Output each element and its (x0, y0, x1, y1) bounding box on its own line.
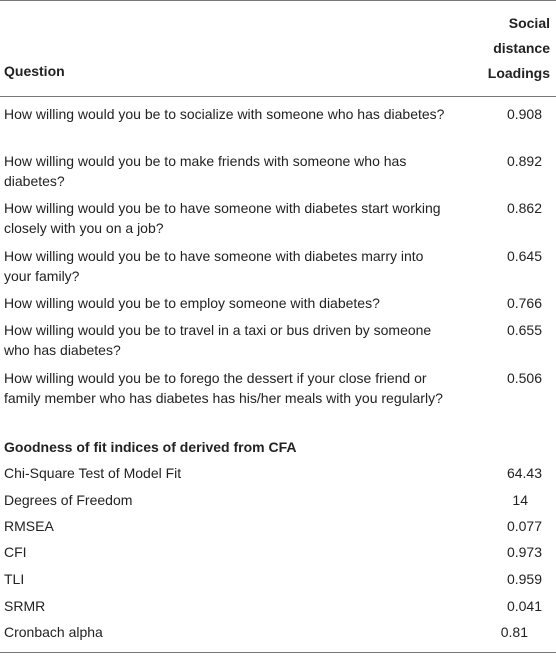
fit-value: 14 (512, 492, 528, 508)
bottom-rule (0, 652, 556, 653)
question-text: How willing would you be to travel in a taxi or bus driven by someone who has diabetes? (4, 322, 432, 358)
fit-section-title: Goodness of fit indices of derived from CFA (4, 439, 297, 455)
question-text: How willing would you be to employ someone with diabetes? (4, 295, 380, 311)
loading-value: 0.892 (506, 153, 542, 169)
loading-value: 0.655 (506, 322, 542, 338)
fit-label: Degrees of Freedom (4, 492, 133, 508)
fit-value: 0.041 (506, 598, 542, 614)
fit-value: 0.973 (506, 544, 542, 560)
fit-label: Cronbach alpha (4, 624, 103, 640)
fit-label: CFI (4, 544, 27, 560)
fit-value: 0.077 (506, 518, 542, 534)
loadings-header-line2: distance (493, 40, 550, 56)
fit-label: SRMR (4, 598, 46, 614)
question-header: Question (4, 63, 65, 79)
loading-value: 0.506 (506, 370, 542, 386)
loadings-header-line1: Social (508, 15, 550, 31)
loading-value: 0.645 (506, 248, 542, 264)
header-rule (0, 96, 556, 97)
top-rule (0, 0, 556, 1)
loading-value: 0.862 (506, 200, 542, 216)
fit-value: 0.959 (506, 571, 542, 587)
question-text: How willing would you be to make friends with someone who has diabetes? (4, 153, 407, 189)
loadings-header-line3: Loadings (487, 65, 550, 81)
fit-value: 64.43 (506, 465, 542, 481)
fit-label: Chi-Square Test of Model Fit (4, 465, 182, 481)
fit-label: RMSEA (4, 518, 54, 534)
question-text: How willing would you be to socialize with someone who has diabetes? (4, 106, 445, 122)
question-text: How willing would you be to have someone with diabetes start working closely with you on a job? (4, 200, 441, 236)
question-text: How willing would you be to forego the dessert if your close friend or family member who has diabetes has his/her meals with you regularly? (4, 370, 443, 406)
loading-value: 0.908 (506, 106, 542, 122)
loading-value: 0.766 (506, 295, 542, 311)
question-text: How willing would you be to have someone with diabetes marry into your family? (4, 248, 424, 284)
fit-label: TLI (4, 571, 25, 587)
loadings-header (430, 11, 550, 86)
fit-value: 0.81 (500, 624, 528, 640)
